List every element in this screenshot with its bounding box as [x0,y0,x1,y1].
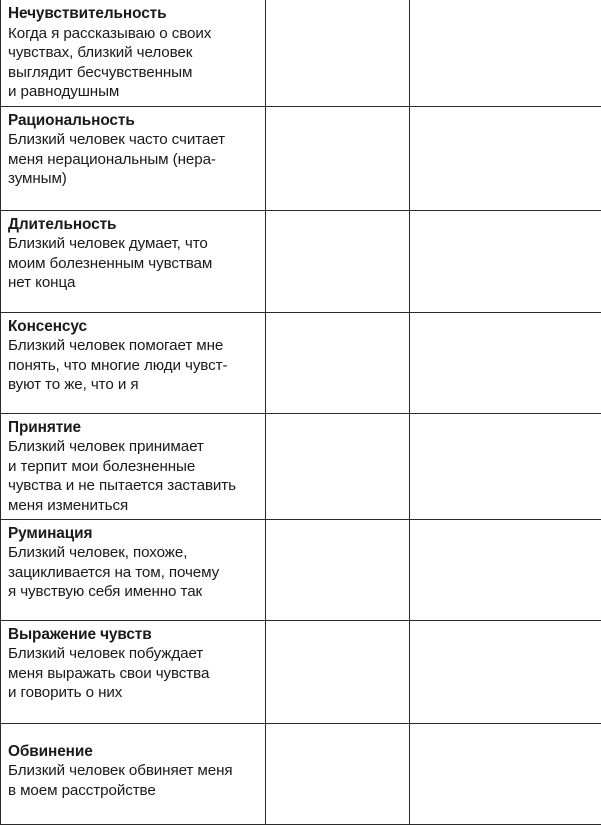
answer-cell-2[interactable] [410,0,601,106]
row-label-cell [1,413,266,519]
table-row [1,519,601,620]
row-title: Рациональность [8,111,135,129]
row-title: Нечувствительность [8,5,167,22]
answer-cell-2[interactable] [410,413,601,519]
row-description: Близкий человек обвиняет меня в моем расстройстве [8,762,233,799]
row-description: Близкий человек думает, что моим болезненным чувствам нет конца [8,235,213,292]
table-row [1,106,601,210]
answer-cell-2[interactable] [410,519,601,620]
row-description: Когда я рассказываю о своих чувствах, близкий человек выглядит бесчувственным и равнодушным [8,24,212,101]
answer-cell-2[interactable] [410,106,601,210]
answer-cell-1[interactable] [266,106,410,210]
answer-cell-1[interactable] [266,519,410,620]
row-description: Близкий человек побуждает меня выражать свои чувства и говорить о них [8,645,210,702]
answer-cell-2[interactable] [410,210,601,312]
answer-cell-1[interactable] [266,413,410,519]
row-description: Близкий человек принимает и терпит мои болезненные чувства и не пытается заставить меня измениться [8,438,236,514]
answer-cell-1[interactable] [266,723,410,824]
row-label-cell [1,0,266,106]
row-title: Выражение чувств [8,625,152,643]
row-label-cell [1,723,266,824]
row-label-cell [1,106,266,210]
row-label-cell [1,312,266,413]
row-title: Руминация [8,524,93,542]
row-description: Близкий человек помогает мне понять, что многие люди чувст- вуют то же, что и я [8,337,228,394]
answer-cell-2[interactable] [410,723,601,824]
answer-cell-2[interactable] [410,620,601,723]
row-title: Длительность [8,215,117,233]
answer-cell-1[interactable] [266,0,410,106]
row-description: Близкий человек часто считает меня нерациональным (нера- зумным) [8,131,225,188]
table-row [1,723,601,824]
answer-cell-2[interactable] [410,312,601,413]
answer-cell-1[interactable] [266,620,410,723]
row-label-cell [1,210,266,312]
table-row [1,312,601,413]
row-description: Близкий человек, похоже, зацикливается на том, почему я чувствую себя именно так [8,544,220,601]
row-title: Принятие [8,418,81,436]
row-label-cell [1,519,266,620]
row-label-cell [1,620,266,723]
answer-cell-1[interactable] [266,210,410,312]
table-row [1,413,601,519]
row-title: Обвинение [8,742,93,760]
table-row [1,0,601,106]
answer-cell-1[interactable] [266,312,410,413]
row-title: Консенсус [8,317,87,335]
table-row [1,210,601,312]
table-row [1,620,601,723]
